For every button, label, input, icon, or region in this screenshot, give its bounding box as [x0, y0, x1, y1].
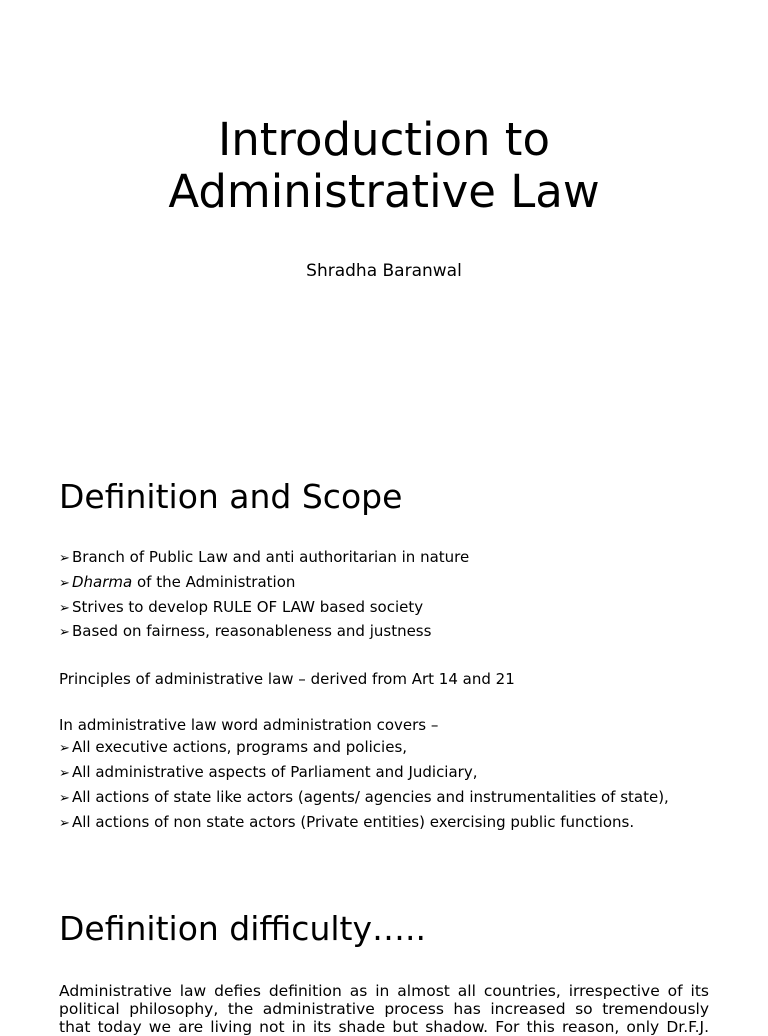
arrow-bullet-icon: ➢ — [59, 600, 70, 616]
list-item — [59, 546, 719, 571]
title-slide — [0, 0, 768, 420]
list-item — [59, 736, 719, 761]
list-item — [59, 811, 719, 836]
author-name: Shradha Baranwal — [306, 261, 462, 281]
definition-scope-heading: Definition and Scope — [59, 477, 403, 516]
arrow-bullet-icon: ➢ — [59, 790, 70, 806]
bullet-text: Strives to develop RULE OF LAW based society — [72, 597, 424, 616]
bullet-text: All actions of non state actors (Private entities) exercising public functions. — [72, 812, 635, 831]
covers-intro-text: In administrative law word administration covers – — [59, 715, 439, 734]
bullet-text: Based on fairness, reasonableness and justness — [72, 622, 432, 641]
list-item — [59, 620, 719, 645]
spacer — [59, 645, 719, 668]
bullet-text: All actions of state like actors (agents/ agencies and instrumentalities of state), — [72, 787, 669, 806]
list-item — [59, 761, 719, 786]
arrow-bullet-icon: ➢ — [59, 815, 70, 831]
arrow-bullet-icon: ➢ — [59, 766, 70, 782]
bullet-emphasis: Dharma — [72, 572, 133, 591]
title-line-2: Administrative Law — [168, 165, 600, 218]
principles-text: Principles of administrative law – derived from Art 14 and 21 — [59, 669, 515, 688]
definition-bullet-list — [59, 546, 719, 645]
spacer — [59, 691, 719, 714]
covers-bullet-list — [59, 736, 719, 835]
bullet-text: All executive actions, programs and policies, — [72, 738, 408, 757]
definition-scope-slide — [59, 476, 719, 836]
arrow-bullet-icon: ➢ — [59, 741, 70, 757]
list-item — [59, 786, 719, 811]
body-line: that today we are living not in its shade but shadow. For this reason, only Dr.F.J. — [59, 1018, 709, 1036]
body-line: political philosophy, the administrative process has increased so tremendously — [59, 1000, 709, 1018]
bullet-text: of the Administration — [132, 572, 296, 591]
body-line: Administrative law defies definition as in almost all countries, irrespective of its — [59, 982, 709, 1000]
definition-difficulty-slide — [59, 908, 709, 1036]
definition-difficulty-body — [59, 982, 709, 1036]
arrow-bullet-icon: ➢ — [59, 575, 70, 591]
list-item — [59, 596, 719, 621]
list-item — [59, 571, 719, 596]
definition-difficulty-heading: Definition difficulty….. — [59, 909, 426, 948]
arrow-bullet-icon: ➢ — [59, 551, 70, 566]
bullet-text: Branch of Public Law and anti authoritarian in nature — [72, 548, 470, 566]
arrow-bullet-icon: ➢ — [59, 625, 70, 641]
title-line-1: Introduction to — [218, 113, 550, 166]
bullet-text: All administrative aspects of Parliament and Judiciary, — [72, 763, 478, 782]
document-title — [0, 114, 768, 218]
